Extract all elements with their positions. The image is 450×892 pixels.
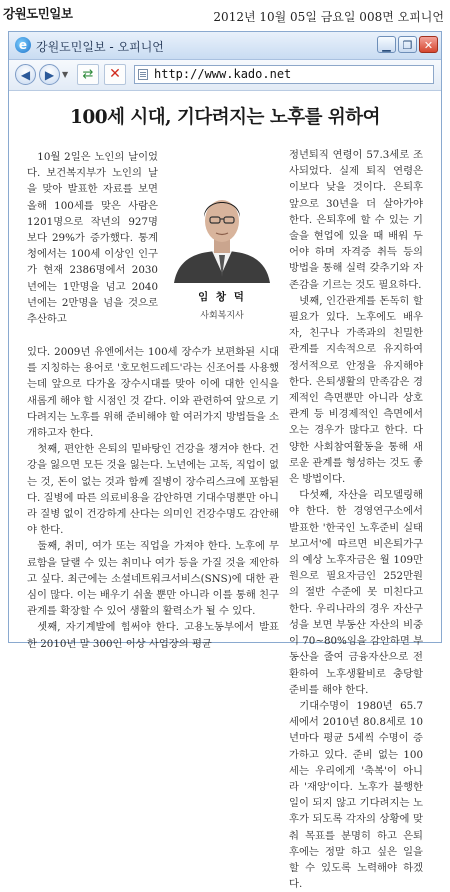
article-paragraph: 10월 2일은 노인의 날이었다. 보건복지부가 노인의 날을 맞아 발표한 자료를 보면 올해 100세를 맞은 사람은 1201명으로 작년의 927명보다 29%가 증가했다. 통계청에서는 100세 이상인 인구가 현재 2386명에서 2030년에는 1만명을 넘고 2040년에는 2만명을 넘을 것으로 추산하고 <box>27 151 158 326</box>
stop-button[interactable] <box>104 64 126 85</box>
back-arrow-icon: ◀ <box>20 68 31 82</box>
window-title: 강원도민일보 - 오피니언 <box>36 40 164 54</box>
author-title: 사회복지사 <box>200 311 244 321</box>
newspaper-masthead <box>0 0 450 26</box>
article-column-left <box>27 344 279 652</box>
forward-arrow-icon: ▶ <box>44 68 55 82</box>
article-paragraph: 넷째, 인간관계를 돈독히 할 필요가 있다. 노후에도 배우자, 친구나 가족과의 친밀한 관계를 지속적으로 유지하여 정서적으로 안정을 유지해야 한다. 은퇴생활의 만족감은 경제적인 측면뿐만 아니라 상호관계 등 비경제적인 측면에서 오는 경우가 많다고 한다. 다양한 사회참여활동을 통해 새로운 관계를 형성하는 것도 좋은 방법이다. <box>289 294 423 486</box>
issue-date-line: 2012년 10월 05일 금요일 008면 오피니언 <box>213 10 444 24</box>
article-paragraph: 있다. 2009년 유엔에서는 100세 장수가 보편화된 시대를 지칭하는 용어로 '호모헌드레드'라는 신조어를 사용했는데 앞으로 다가올 장수시대를 맞아 이에 대한 인식을 새롭게 해야 할 시점인 것 같다. 이와 관련하여 앞으로 기다려지는 노후를 위해 준비해야 할 여러가지 방법들을 소개하고자 한다. <box>27 346 279 440</box>
article-paragraph: 셋째, 자기계발에 힘써야 한다. 고용노동부에서 발표한 2010년 말 300인 이상 사업장의 평균 <box>27 621 279 650</box>
back-button[interactable] <box>15 64 36 85</box>
forward-button[interactable] <box>39 64 60 85</box>
article-column-left-top <box>27 149 158 327</box>
stop-icon: ✕ <box>109 66 121 82</box>
refresh-button[interactable] <box>77 64 99 85</box>
minimize-button[interactable]: ▁ <box>377 36 396 53</box>
browser-window <box>8 31 442 891</box>
article-column-right <box>289 147 423 892</box>
article-paragraph: 기대수명이 1980년 65.7세에서 2010년 80.8세로 10년마다 평균 5세씩 수명이 증가하고 있다. 준비 없는 100세는 우리에게 '축복'이 아니라 '재앙'이다. 노후가 불행한 일이 되지 않고 기다려지는 노후가 되도록 각자의 상황에 맞춰 목표를 분명히 하고 은퇴 후에는 정말 하고 싶은 일을 할 수 있도록 노력해야 하겠다. <box>289 699 423 891</box>
author-caption <box>160 289 284 321</box>
author-photo <box>160 181 284 283</box>
author-portrait-image <box>160 181 284 283</box>
title-bar[interactable] <box>9 32 441 60</box>
history-dropdown-icon[interactable]: ▼ <box>62 70 69 79</box>
article-headline: 100세 시대, 기다려지는 노후를 위하여 <box>69 107 380 128</box>
close-button[interactable]: ✕ <box>419 36 438 53</box>
maximize-button[interactable]: ❐ <box>398 36 417 53</box>
article-paragraph: 정년퇴직 연령이 57.3세로 조사되었다. 실제 퇴직 연령은 이보다 낮을 것이다. 은퇴후 앞으로 30년을 더 살아가야 한다. 은퇴후에 할 수 있는 기술을 현업에 있을 때 배워 두어야 하며 자격증 취득 등의 방법을 통해 실력 갖추기와 자존감을 기르는 것도 필요하다. <box>289 149 423 291</box>
article-paragraph: 첫째, 편안한 은퇴의 밑바탕인 건강을 챙겨야 한다. 건강을 잃으면 모든 것을 잃는다. 노년에는 고독, 직업이 없는 것, 돈이 없는 것과 함께 질병이 장수리스크에 포함된다. 질병에 따른 의료비용을 감안하면 기대수명뿐만 아니라 질병 없이 건강하게 산다는 의미인 건강수명도 감안해야 한다. <box>27 443 279 537</box>
page-icon <box>138 69 148 80</box>
address-url[interactable]: http://www.kado.net <box>154 67 292 81</box>
address-bar[interactable] <box>134 65 434 84</box>
newspaper-name: 강원도민일보 <box>3 6 73 21</box>
article-paragraph: 둘째, 취미, 여가 또는 직업을 가져야 한다. 노후에 무료함을 달랠 수 있는 취미나 여가 등을 가질 것을 제안하고 싶다. 최근에는 소셜네트워크서비스(SNS)에 대한 관심이 많다. 이는 배우기 쉬울 뿐만 아니라 이를 통해 친구관계를 확장할 수 있어 생활의 활력소가 될 수 있다. <box>27 540 279 618</box>
browser-toolbar <box>9 60 441 91</box>
author-name: 임 창 덕 <box>198 291 246 303</box>
ie-logo-icon: e <box>15 37 31 53</box>
article-content <box>9 91 441 891</box>
refresh-icon: ⇄ <box>82 67 94 82</box>
article-paragraph: 다섯째, 자산을 리모델링해야 한다. 한 경영연구소에서 발표한 '한국인 노후준비 실태 보고서'에 따르면 비은퇴가구의 예상 노후자금은 월 109만원으로 필요자금인 252만원의 절반 수준에 못 미친다고 한다. 우리나라의 경우 자산구성을 보면 부동산 자산의 비중이 70~80%임을 감안하면 부동산을 줄여 금융자산으로 전환하여 노후생활비로 충당할 준비를 해야 한다. <box>289 489 424 696</box>
